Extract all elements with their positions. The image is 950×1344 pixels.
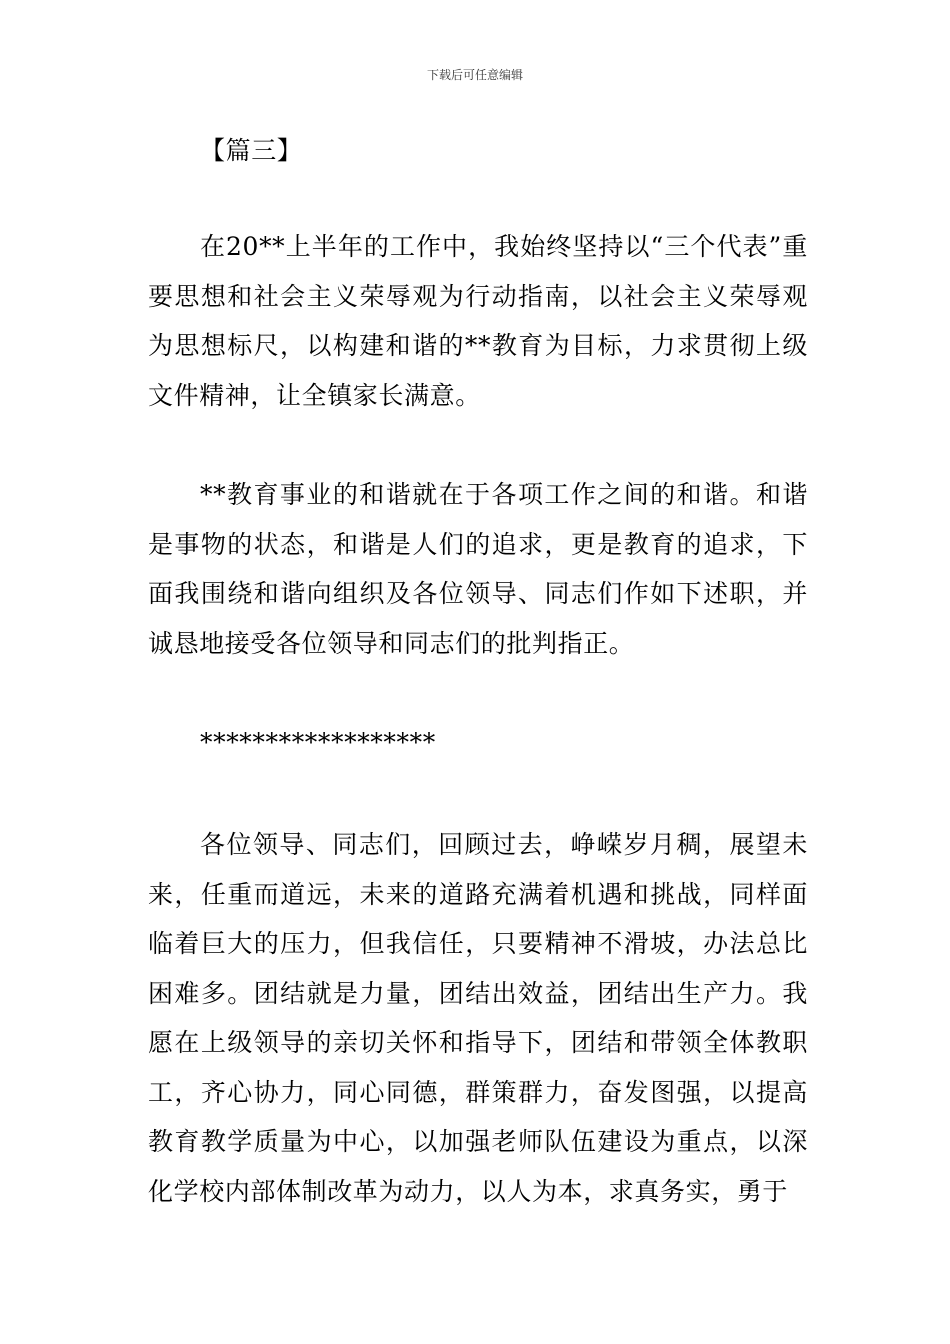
asterisk-separator: ****************** [200, 728, 436, 757]
paragraph-1: 在20**上半年的工作中，我始终坚持以“三个代表”重要思想和社会主义荣辱观为行动指南，以社会主义荣辱观为思想标尺，以构建和谐的**教育为目标，力求贯彻上级文件精神，让全镇家长满意。 [148, 232, 808, 410]
header-note: 下载后可任意编辑 [426, 68, 523, 82]
paragraph-2: **教育事业的和谐就在于各项工作之间的和谐。和谐是事物的状态，和谐是人们的追求，更是教育的追求，下面我围绕和谐向组织及各位领导、同志们作如下述职，并诚恳地接受各位领导和同志们的批判指正。 [148, 480, 808, 658]
paragraph-3: 各位领导、同志们，回顾过去，峥嵘岁月稠，展望未来，任重而道远，未来的道路充满着机遇和挑战，同样面临着巨大的压力，但我信任，只要精神不滑坡，办法总比困难多。团结就是力量，团结出效益，团结出生产力。我愿在上级领导的亲切关怀和指导下，团结和带领全体教职工，齐心协力，同心同德，群策群力，奋发图强，以提高教育教学质量为中心，以加强老师队伍建设为重点，以深化学校内部体制改革为动力，以人为本，求真务实，勇于 [148, 830, 808, 1206]
section-heading: 【篇三】 [200, 136, 303, 165]
